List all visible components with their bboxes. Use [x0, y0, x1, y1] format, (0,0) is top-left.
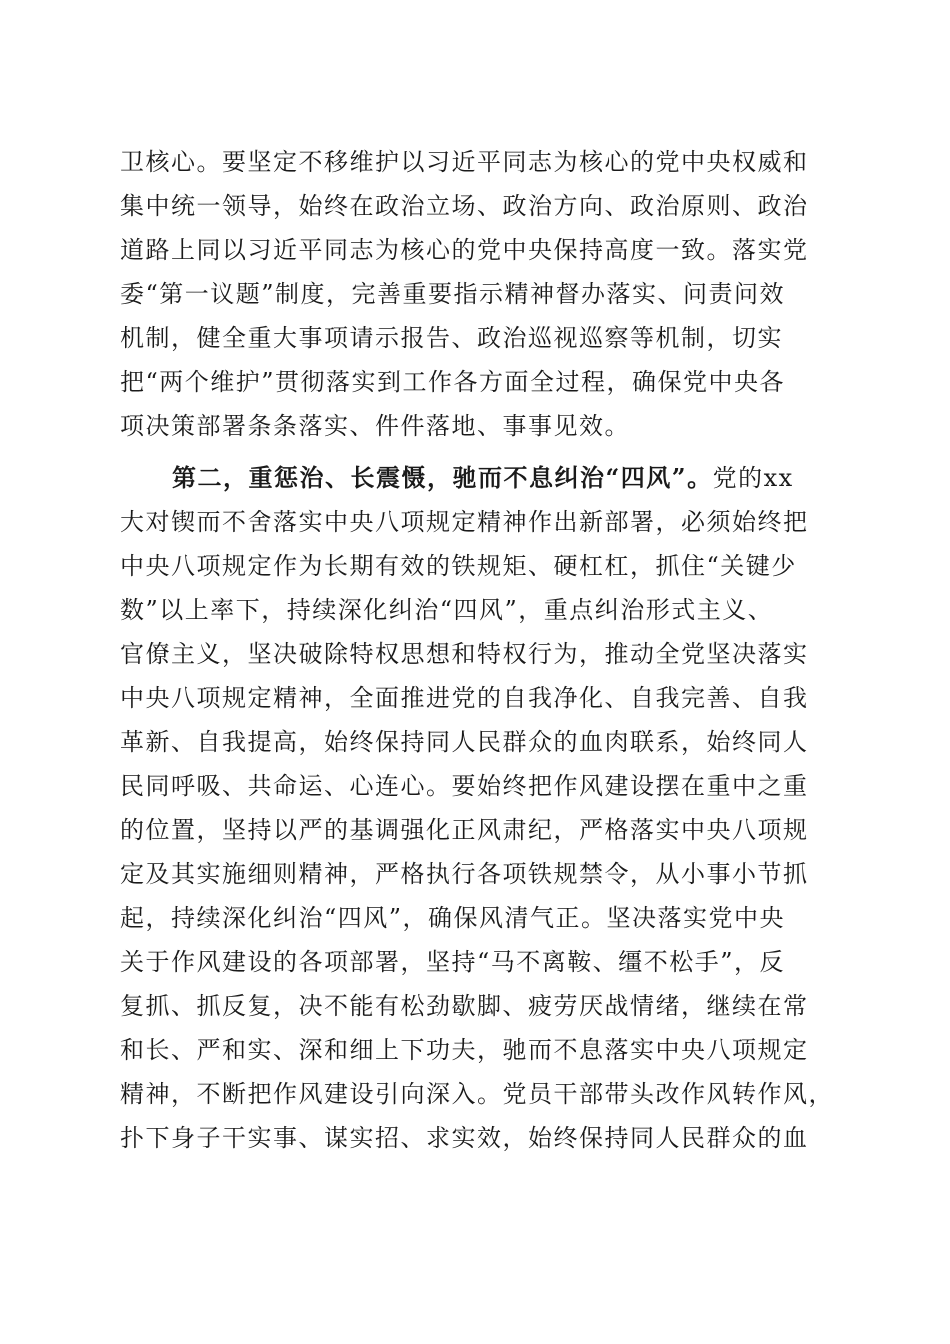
text-line: 起，持续深化纠治“四风”，确保风清气正。坚决落实党中央: [120, 904, 786, 932]
text-line: 革新、自我提高，始终保持同人民群众的血肉联系，始终同人: [120, 728, 809, 756]
paragraph-1: [120, 140, 836, 448]
text-line: 卫核心。要坚定不移维护以习近平同志为核心的党中央权威和: [120, 148, 809, 176]
text-line: 把“两个维护”贯彻落实到工作各方面全过程，确保党中央各: [120, 368, 786, 396]
text-line: 数”以上率下，持续深化纠治“四风”，重点纠治形式主义、: [120, 596, 774, 624]
section-heading: 第二，重惩治、长震慑，驰而不息纠治“四风”。: [172, 463, 713, 492]
text-line: 的位置，坚持以严的基调强化正风肃纪，严格落实中央八项规: [120, 816, 809, 844]
paragraph-2-first-line: [120, 456, 836, 500]
text-line: 委“第一议题”制度，完善重要指示精神督办落实、问责问效: [120, 280, 786, 308]
text-line: 定及其实施细则精神，严格执行各项铁规禁令，从小事小节抓: [120, 860, 809, 888]
text-line: 机制，健全重大事项请示报告、政治巡视巡察等机制，切实: [120, 324, 783, 352]
paragraph-2: [120, 456, 836, 1160]
text-line: 民同呼吸、共命运、心连心。要始终把作风建设摆在重中之重: [120, 772, 809, 800]
text-line: 项决策部署条条落实、件件落地、事事见效。: [120, 412, 630, 440]
text-line: 复抓、抓反复，决不能有松劲歇脚、疲劳厌战情绪，继续在常: [120, 992, 809, 1020]
text-line: 和长、严和实、深和细上下功夫，驰而不息落实中央八项规定: [120, 1036, 809, 1064]
text-line: 中央八项规定作为长期有效的铁规矩、硬杠杠，抓住“关键少: [120, 552, 797, 580]
text-line: 道路上同以习近平同志为核心的党中央保持高度一致。落实党: [120, 236, 809, 264]
text-line: 精神，不断把作风建设引向深入。党员干部带头改作风转作风，: [120, 1080, 834, 1108]
text-line: 关于作风建设的各项部署，坚持“马不离鞍、缰不松手”，反: [120, 948, 786, 976]
text-line: 大对锲而不舍落实中央八项规定精神作出新部署，必须始终把: [120, 508, 809, 536]
text-line: 扑下身子干实事、谋实招、求实效，始终保持同人民群众的血: [120, 1124, 809, 1152]
text-line: 官僚主义，坚决破除特权思想和特权行为，推动全党坚决落实: [120, 640, 809, 668]
text-line: 中央八项规定精神，全面推进党的自我净化、自我完善、自我: [120, 684, 809, 712]
text-line: 集中统一领导，始终在政治立场、政治方向、政治原则、政治: [120, 192, 809, 220]
first-line-rest: 党的xx: [712, 464, 794, 492]
